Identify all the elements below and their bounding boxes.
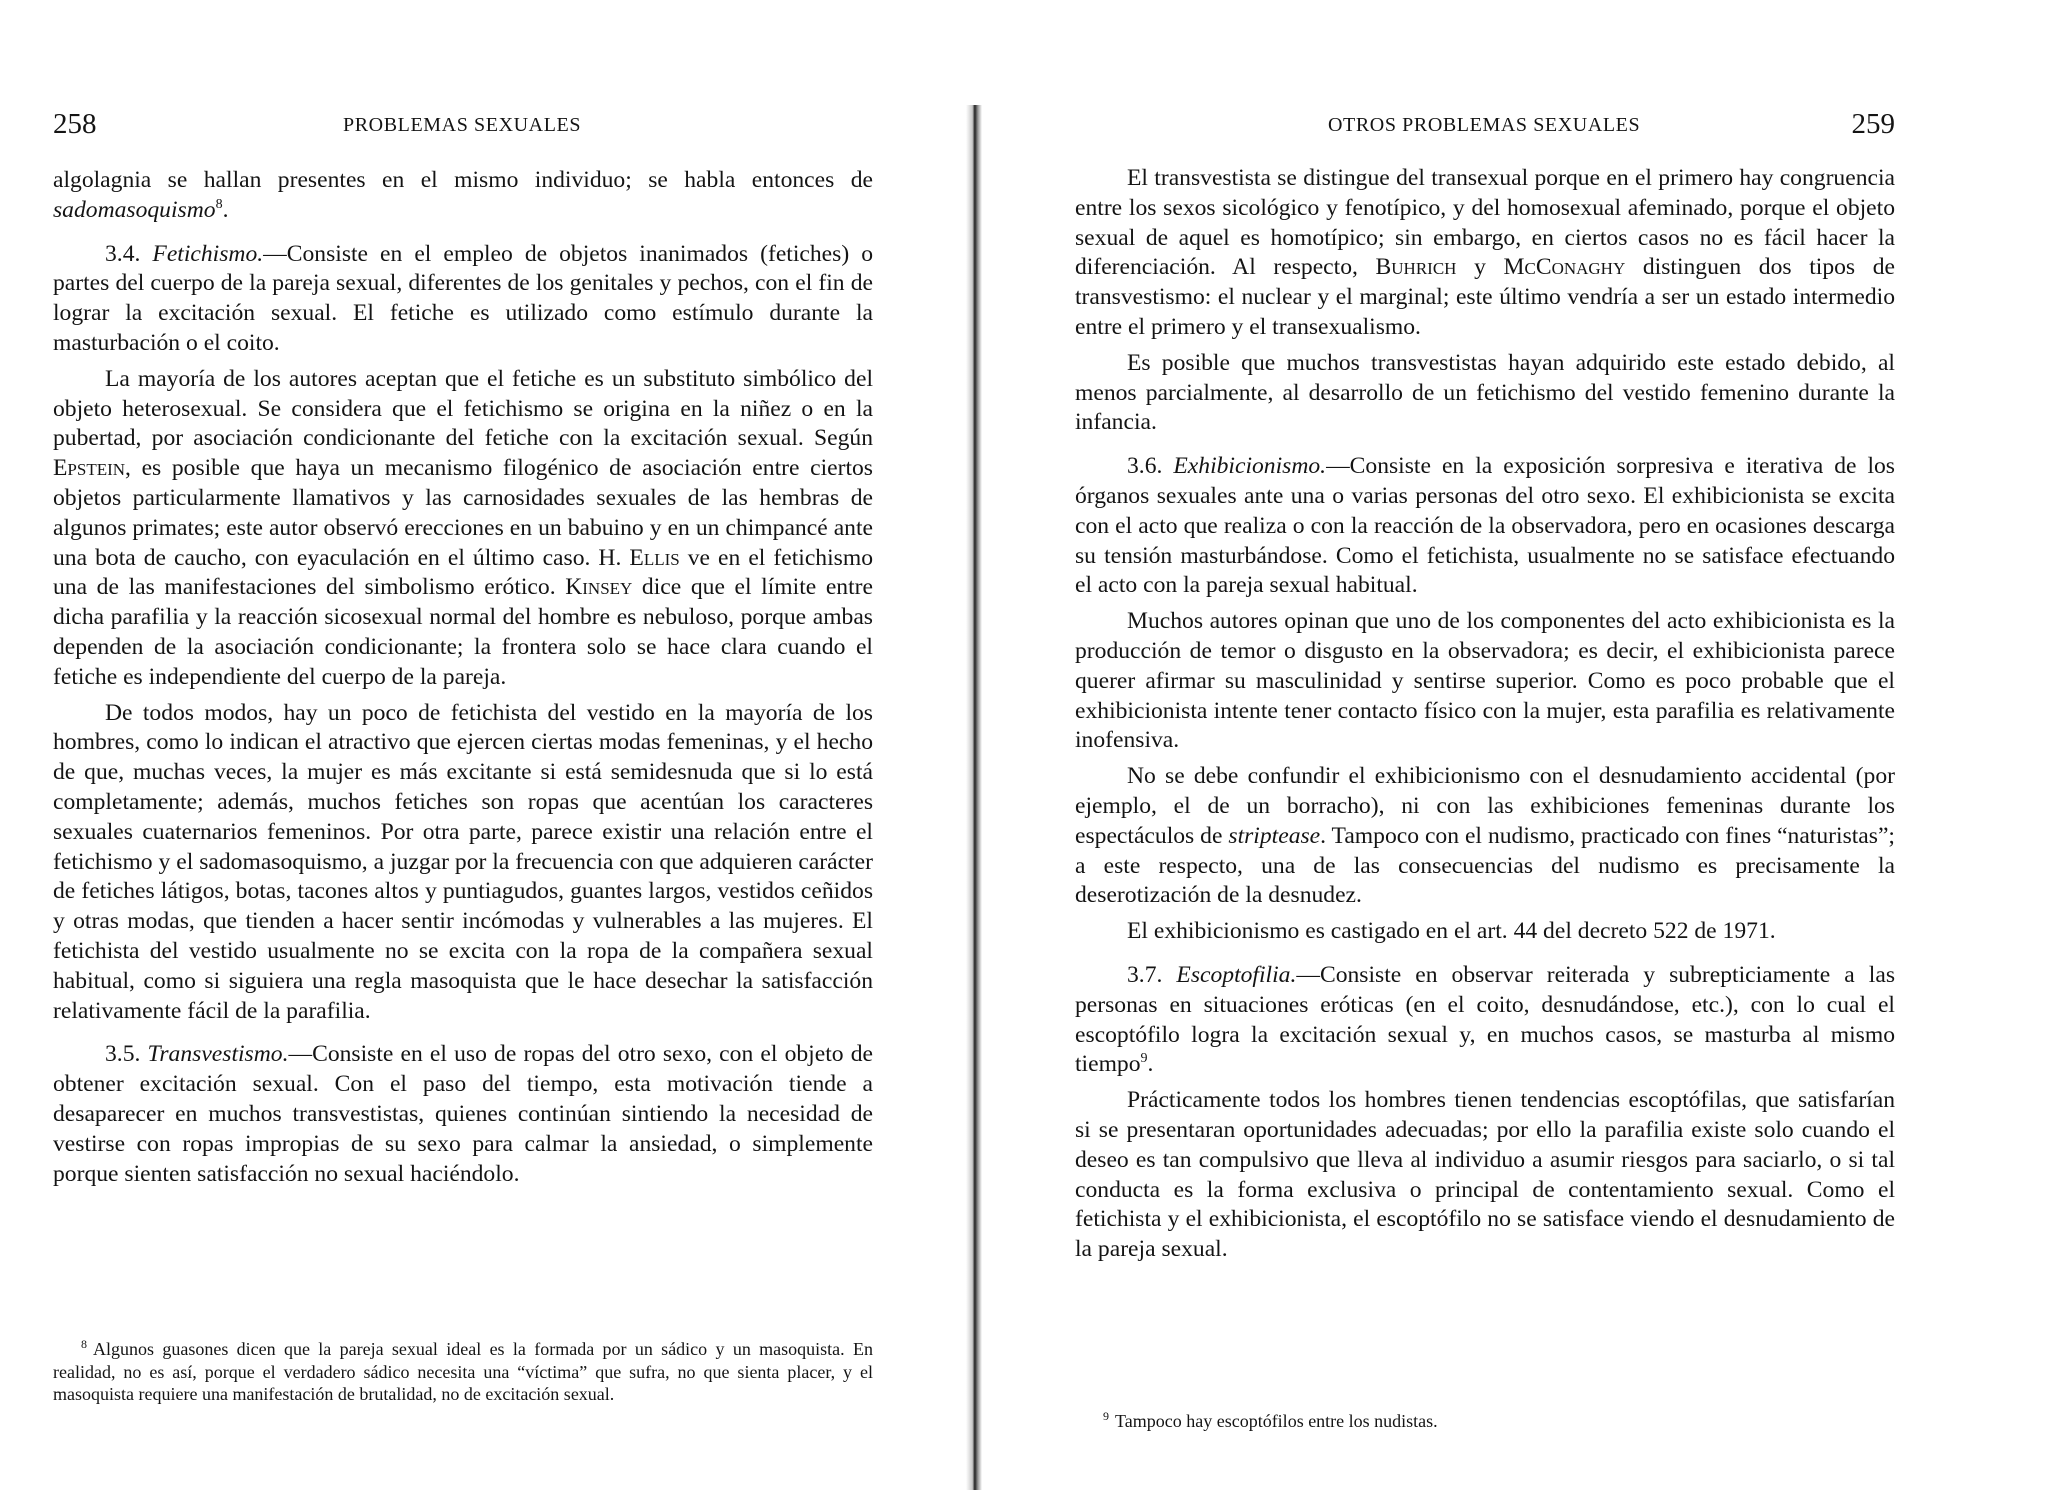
left-body-text [53, 166, 873, 1189]
running-head-title: PROBLEMAS SEXUALES [343, 114, 582, 136]
section-term: Fetichismo. [152, 240, 264, 267]
section-term: Exhibicionismo. [1173, 453, 1327, 480]
section-term: Transvestismo. [147, 1041, 289, 1068]
paragraph: El exhibicionismo es castigado en el art. 44 del decreto 522 de 1971. [1127, 918, 1776, 945]
term: sadomasoquismo [53, 196, 216, 223]
section-3-7: 3.7. Escoptofilia.—Consiste en observar reiterada y subrepticiamente a las personas en situaciones eróticas (en el coito, desnudándose, etc.), con lo cual el escoptófilo logra la excitación sexual y, en muchos casos, se masturba al mismo tiempo$^9$. [1075, 961, 1895, 1078]
right-body-text [1075, 164, 1895, 1265]
author-name: Buhrich [1375, 254, 1457, 281]
section-3-6: 3.6. Exhibicionismo.—Consiste en la exposición sorpresiva e iterativa de los órganos sexuales ante una o varias personas del otro sexo. El exhibicionista se excita con el acto que realiza o con la reacción de la observadora, pero en ocasiones descarga su tensión masturbándose. Como el fetichista, usualmente no se satisface efectuando el acto con la pareja sexual habitual. [1075, 453, 1895, 599]
page-number: 258 [53, 108, 97, 140]
section-number: 3.4. [105, 240, 141, 267]
book-gutter-shadow [966, 105, 982, 1490]
running-head-title: OTROS PROBLEMAS SEXUALES [1328, 114, 1641, 136]
footnote-ref: 8 [215, 196, 223, 212]
section-number: 3.7. [1127, 961, 1163, 988]
paragraph: Muchos autores opinan que uno de los componentes del acto exhibicionista es la producción de temor o disgusto en la observadora; es decir, el exhibicionista parece querer afirmar su masculinidad y sentirse superior. Como es poco probable que el exhibicionista intente tener contacto físico con la mujer, esta parafilia es relativamente inofensiva. [1075, 608, 1895, 754]
author-name: Epstein [53, 455, 126, 482]
author-name: Kinsey [565, 574, 633, 601]
footnote-text: Tampoco hay escoptófilos entre los nudistas. [1115, 1411, 1438, 1431]
paragraph: Prácticamente todos los hombres tienen tendencias escoptófilas, que satisfarían si se presentaran oportunidades adecuadas; por ello la parafilia existe solo cuando el deseo es tan compulsivo que lleva al individuo a asumir riesgos para saciarlo, o si tal conducta es la forma exclusiva o principal de contentamiento sexual. Como el fetichista y el exhibicionista, el escoptófilo no se satisface viendo el desnudamiento de la pareja sexual. [1075, 1087, 1895, 1263]
author-name: McConaghy [1503, 254, 1626, 281]
footnote [53, 1333, 873, 1406]
footnote-ref: 9 [1140, 1051, 1148, 1067]
section-number: 3.6. [1127, 453, 1163, 480]
section-3-4: 3.4. Fetichismo.—Consiste en el empleo de objetos inanimados (fetiches) o partes del cuerpo de la pareja sexual, diferentes de los genitales y pechos, con el fin de lograr la excitación sexual. El fetiche es utilizado como estímulo durante la masturbación o el coito. [53, 240, 873, 356]
author-name: Ellis [629, 544, 680, 571]
paragraph: algolagnia se hallan presentes en el mismo individuo; se habla entonces de sadomasoquismo$^8$. [53, 167, 873, 223]
footnote-text: Algunos guasones dicen que la pareja sexual ideal es la formada por un sádico y un masoquista. En realidad, no es así, porque el verdadero sádico necesita una “víctima” que sufra, no que sienta placer, y el masoquista requiere una manifestación de brutalidad, no de excitación sexual. [53, 1339, 873, 1405]
footnote-mark: 9 [1103, 1409, 1109, 1423]
page-number: 259 [1851, 108, 1895, 140]
paragraph: El transvestista se distingue del transexual porque en el primero hay congruencia entre los sexos sicológico y fenotípico, y del homosexual afeminado, porque el objeto sexual de aquel es homotípico; sin embargo, en ciertos casos no es fácil hacer la diferenciación. Al respecto, Buhrich y McConaghy distinguen dos tipos de transvestismo: el nuclear y el marginal; este último vendría a ser un estado intermedio entre el primero y el transexualismo. [1075, 165, 1895, 340]
paragraph: Es posible que muchos transvestistas hayan adquirido este estado debido, al menos parcialmente, al desarrollo de un fetichismo del vestido femenino durante la infancia. [1075, 349, 1895, 436]
left-running-head [53, 108, 873, 144]
section-term: Escoptofilia. [1176, 961, 1297, 988]
paragraph: De todos modos, hay un poco de fetichista del vestido en la mayoría de los hombres, como lo indican el atractivo que ejercen ciertas modas femeninas, y el hecho de que, muchas veces, la mujer es más excitante si está semidesnuda que si lo está completamente; además, muchos fetiches son ropas que acentúan los caracteres sexuales cuaternarios femeninos. Por otra parte, parece existir una relación entre el fetichismo y el sadomasoquismo, a juzgar por la frecuencia con que adquieren carácter de fetiches látigos, botas, tacones altos y puntiagudos, guantes largos, vestidos ceñidos y otras modas, que tienden a hacer sentir incómodas y vulnerables a las mujeres. El fetichista del vestido usualmente no se excita con la ropa de la compañera sexual habitual, como si siguiera una regla masoquista que le hace desechar la satisfacción relativamente fácil de la parafilia. [53, 699, 873, 1024]
section-number: 3.5. [105, 1041, 141, 1068]
section-3-5: 3.5. Transvestismo.—Consiste en el uso de ropas del otro sexo, con el objeto de obtener excitación sexual. Con el paso del tiempo, esta motivación tiende a desaparecer en muchos transvestistas, quienes continúan sintiendo la necesidad de vestirse con ropas impropias de su sexo para calmar la ansiedad, o simplemente porque sienten satisfacción no sexual haciéndolo. [53, 1041, 873, 1187]
footnote [1075, 1405, 1895, 1433]
right-running-head [1075, 108, 1895, 144]
paragraph: No se debe confundir el exhibicionismo con el desnudamiento accidental (por ejemplo, el de un borracho), ni con las exhibiciones femeninas durante los espectáculos de striptease. Tampoco con el nudismo, practicado con fines “naturistas”; a este respecto, una de las consecuencias del nudismo es precisamente la deserotización de la desnudez. [1075, 763, 1895, 909]
footnote-mark: 8 [81, 1337, 87, 1351]
paragraph: La mayoría de los autores aceptan que el fetiche es un substituto simbólico del objeto heterosexual. Se considera que el fetichismo se origina en la niñez o en la pubertad, por asociación condicionante del fetiche con la excitación sexual. Según Epstein, es posible que haya un mecanismo filogénico de asociación entre ciertos objetos particularmente llamativos y las carnosidades sexuales de las hembras de algunos primates; este autor observó erecciones en un babuino y en un chimpancé ante una bota de caucho, con eyaculación en el último caso. H. Ellis ve en el fetichismo una de las manifestaciones del simbolismo erótico. Kinsey dice que el límite entre dicha parafilia y la reacción sicosexual normal del hombre es nebuloso, porque ambas dependen de la asociación condicionante; la frontera solo se hace clara cuando el fetiche es independiente del cuerpo de la pareja. [53, 365, 873, 690]
term: striptease [1228, 822, 1321, 849]
